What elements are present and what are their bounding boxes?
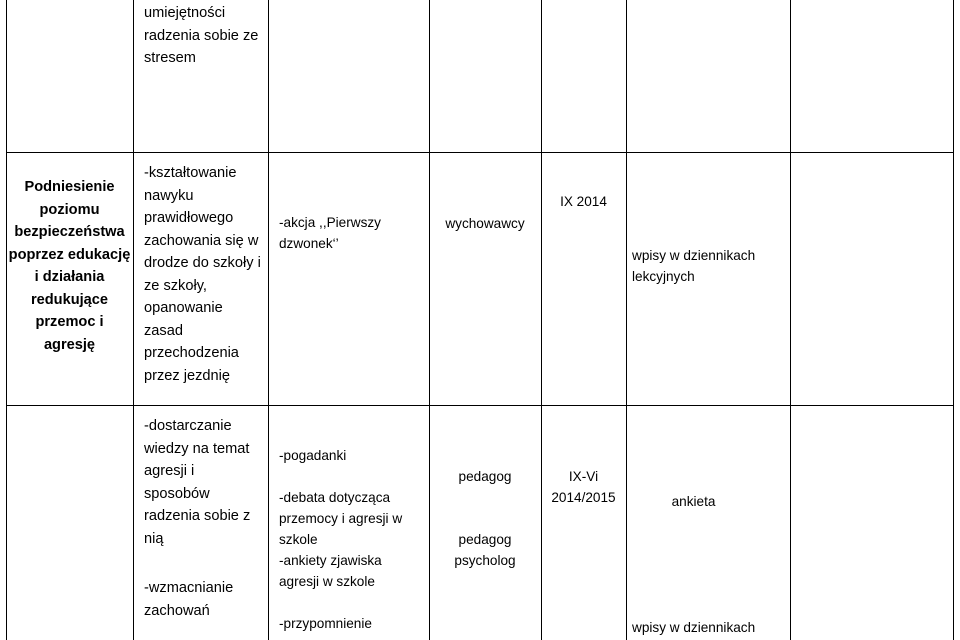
text-line: radzenia sobie z: [144, 508, 251, 524]
text-line: IX-Vi: [568, 469, 599, 484]
table-cell-skill-stress: [144, 2, 264, 70]
table-cell-survey: [626, 491, 761, 512]
text-line: psycholog: [454, 553, 516, 568]
text-line: agresję: [43, 336, 96, 353]
text-line: drodze do szkoły i: [144, 255, 261, 271]
text-line: wiedzy na temat: [144, 440, 250, 457]
table-cell-goal: [6, 176, 133, 356]
table-cell-debate: [279, 487, 427, 592]
table-row-divider-2: [6, 405, 954, 406]
text-line: umiejętności: [144, 5, 226, 21]
table-cell-habits: [144, 162, 266, 387]
table-cell-reinforce: [144, 577, 266, 622]
text-line: nawyku: [144, 187, 194, 204]
table-border-col5: [626, 0, 627, 640]
table-cell-period: [541, 466, 626, 508]
table-border-right: [953, 0, 954, 640]
text-line: zasad: [144, 322, 183, 339]
text-line: -dostarczanie: [144, 418, 232, 434]
table-border-col2: [268, 0, 269, 640]
text-line: zachowań: [144, 602, 210, 619]
text-line: poziomu: [39, 201, 100, 218]
text-line: wychowawcy: [445, 216, 525, 231]
table-cell-knowledge: [144, 415, 266, 550]
text-line: ankieta: [671, 494, 716, 509]
text-line: poprzez edukację: [8, 246, 131, 263]
text-line: -wzmacnianie: [144, 580, 234, 596]
text-line: zachowania się w: [144, 232, 259, 249]
table-cell-evaluation: [632, 245, 788, 287]
text-line: -przypomnienie: [279, 616, 372, 631]
table-cell-date: [541, 191, 626, 212]
text-line: wpisy w dziennikach: [632, 620, 756, 635]
table-cell-pedagogue-psychologist: [429, 529, 541, 571]
text-line: przechodzenia: [144, 345, 239, 361]
text-line: redukujące: [30, 291, 109, 308]
text-line: prawidłowego: [144, 210, 234, 226]
text-line: -debata dotycząca: [279, 490, 391, 505]
table-cell-talks: [279, 445, 427, 466]
table-row-divider-1: [6, 152, 954, 153]
text-line: przemoc i: [35, 314, 104, 330]
table-border-col6: [790, 0, 791, 640]
text-line: przemocy i agresji w: [279, 511, 403, 526]
text-line: Podniesienie: [24, 179, 115, 195]
text-line: -kształtowanie: [144, 165, 237, 181]
text-line: ze szkoły,: [144, 277, 207, 294]
table-border-col1: [133, 0, 134, 640]
text-line: i działania: [34, 269, 105, 285]
text-line: agresji i: [144, 463, 195, 479]
text-line: przez jezdnię: [144, 367, 230, 384]
text-line: lekcyjnych: [632, 269, 695, 284]
text-line: stresem: [144, 50, 196, 66]
text-line: agresji w szkole: [279, 574, 375, 589]
table-cell-responsible: [429, 213, 541, 234]
text-line: dzwonek‘’: [279, 236, 339, 251]
table-border-col4: [541, 0, 542, 640]
text-line: -akcja ,,Pierwszy: [279, 215, 381, 230]
text-line: IX 2014: [560, 194, 607, 209]
table-cell-reminder: [279, 613, 427, 634]
text-line: pedagog: [458, 469, 512, 484]
text-line: pedagog: [458, 532, 512, 547]
text-line: bezpieczeństwa: [14, 224, 125, 240]
table-cell-pedagogue: [429, 466, 541, 487]
text-line: sposobów: [144, 485, 210, 502]
text-line: radzenia sobie ze: [144, 27, 259, 44]
table-cell-journal-entries: [632, 617, 788, 638]
text-line: wpisy w dziennikach: [632, 248, 756, 263]
text-line: szkole: [279, 532, 318, 547]
text-line: nią: [144, 530, 164, 547]
text-line: 2014/2015: [551, 490, 616, 505]
table-cell-action: [279, 212, 427, 254]
text-line: opanowanie: [144, 300, 223, 316]
text-line: -pogadanki: [279, 448, 347, 463]
text-line: -ankiety zjawiska: [279, 553, 382, 568]
